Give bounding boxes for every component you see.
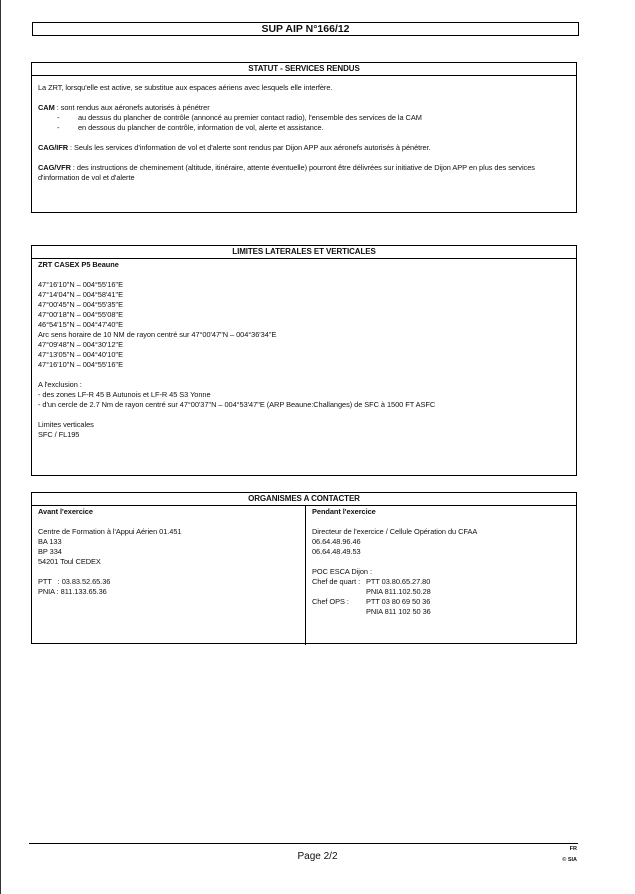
coordinate-item: 47°16'10''N – 004°55'16''E [38, 360, 123, 369]
cam-bullet [38, 113, 570, 123]
address-line: BP 334 [38, 547, 62, 556]
section-statut [31, 62, 577, 213]
cam-label: CAM [38, 103, 55, 112]
coordinate-item: 47°16'10''N – 004°55'16''E [38, 280, 123, 289]
cag-ifr-text: : Seuls les services d'information de vol et d'alerte sont rendus par Dijon APP aux aéronefs autorisés à pénétrer. [68, 143, 431, 152]
exclusion-title: A l'exclusion : [38, 380, 82, 389]
contact-row [312, 597, 570, 607]
cag-vfr-paragraph [38, 163, 570, 183]
coordinate-item: 47°14'04''N – 004°58'41''E [38, 290, 123, 299]
column-title [38, 507, 299, 517]
contact-label: Chef de quart : [312, 577, 361, 586]
exclusion-item: - d'un cercle de 2.7 Nm de rayon centré sur 47°00'37''N – 004°53'47''E (ARP Beaune:Challanges) de SFC à 1500 FT ASFC [38, 400, 436, 409]
column-during [306, 506, 576, 645]
contact-ptt: PTT 03 80 69 50 36 [366, 597, 431, 606]
column-title-text: Avant l'exercice [38, 507, 93, 516]
bullet-dash: - [57, 113, 60, 122]
coordinate-item: 47°09'48''N – 004°30'12''E [38, 340, 123, 349]
cag-vfr-text: : des instructions de cheminement (altitude, itinéraire, attente éventuelle) pourront être délivrées sur initiative de Dijon APP en plus des services d'information de vol et d'alerte [38, 163, 535, 182]
contact-row [312, 607, 570, 617]
address-line: Centre de Formation à l'Appui Aérien 01.451 [38, 527, 182, 536]
footer-divider [29, 843, 578, 844]
document-title: SUP AIP N°166/12 [32, 22, 579, 36]
coordinate-list [38, 280, 570, 370]
phone-pnia: PNIA : 811.133.65.36 [38, 587, 107, 596]
poc-title: POC ESCA Dijon : [312, 567, 372, 576]
address-line: 54201 Toul CEDEX [38, 557, 101, 566]
language-code: FR [569, 846, 577, 852]
coordinate-item: 47°00'18''N – 004°55'08''E [38, 310, 123, 319]
statut-intro: La ZRT, lorsqu'elle est active, se substitue aux espaces aériens avec lesquels elle interfère. [38, 83, 333, 92]
bullet-dash: - [57, 123, 60, 132]
contact-row [312, 577, 570, 587]
section-header-limites: LIMITES LATERALES ET VERTICALES [32, 246, 576, 259]
section-organismes [31, 492, 577, 644]
coordinate-item: 46°54'15''N – 004°47'40''E [38, 320, 123, 329]
contact-row [312, 587, 570, 597]
coordinate-item: 47°00'45''N – 004°55'35''E [38, 300, 123, 309]
zone-name [38, 260, 570, 270]
column-title [312, 507, 570, 517]
contact-line: Directeur de l'exercice / Cellule Opération du CFAA [312, 527, 478, 536]
contact-label: Chef OPS : [312, 597, 349, 606]
zone-name-text: ZRT CASEX P5 Beaune [38, 260, 119, 269]
section-limites [31, 245, 577, 476]
phone-ptt: PTT : 03.83.52.65.36 [38, 577, 111, 586]
address-line: BA 133 [38, 537, 62, 546]
contact-line: 06.64.48.96.46 [312, 537, 361, 546]
contact-line: 06.64.48.49.53 [312, 547, 361, 556]
contact-pnia: PNIA 811.102.50.28 [366, 587, 431, 596]
cam-bullet-text: en dessous du plancher de contrôle, information de vol, alerte et assistance. [78, 123, 324, 132]
cag-ifr-label: CAG/IFR [38, 143, 69, 152]
page-edge [0, 0, 1, 894]
page-number: Page 2/2 [297, 851, 338, 862]
coordinate-item: Arc sens horaire de 10 NM de rayon centré sur 47°00'47''N – 004°36'34''E [38, 330, 277, 339]
vertical-limits-title: Limites verticales [38, 420, 94, 429]
section-header-statut: STATUT - SERVICES RENDUS [32, 63, 576, 76]
contact-pnia: PNIA 811 102 50 36 [366, 607, 431, 616]
cam-paragraph [38, 103, 570, 113]
cag-vfr-label: CAG/VFR [38, 163, 71, 172]
column-before [32, 506, 306, 645]
cam-bullet [38, 123, 570, 133]
exclusion-item: - des zones LF-R 45 B Autunois et LF-R 45 S3 Yonne [38, 390, 211, 399]
cam-bullet-text: au dessus du plancher de contrôle (annoncé au premier contact radio), l'ensemble des services de la CAM [78, 113, 422, 122]
cam-text: : sont rendus aux aéronefs autorisés à pénétrer [54, 103, 210, 112]
column-title-text: Pendant l'exercice [312, 507, 376, 516]
contact-ptt: PTT 03.80.65.27.80 [366, 577, 431, 586]
section-header-organismes: ORGANISMES A CONTACTER [32, 493, 576, 506]
vertical-limits-value: SFC / FL195 [38, 430, 80, 439]
cag-ifr-paragraph [38, 143, 570, 153]
copyright: © SIA [562, 857, 577, 863]
coordinate-item: 47°13'05''N – 004°40'10''E [38, 350, 123, 359]
